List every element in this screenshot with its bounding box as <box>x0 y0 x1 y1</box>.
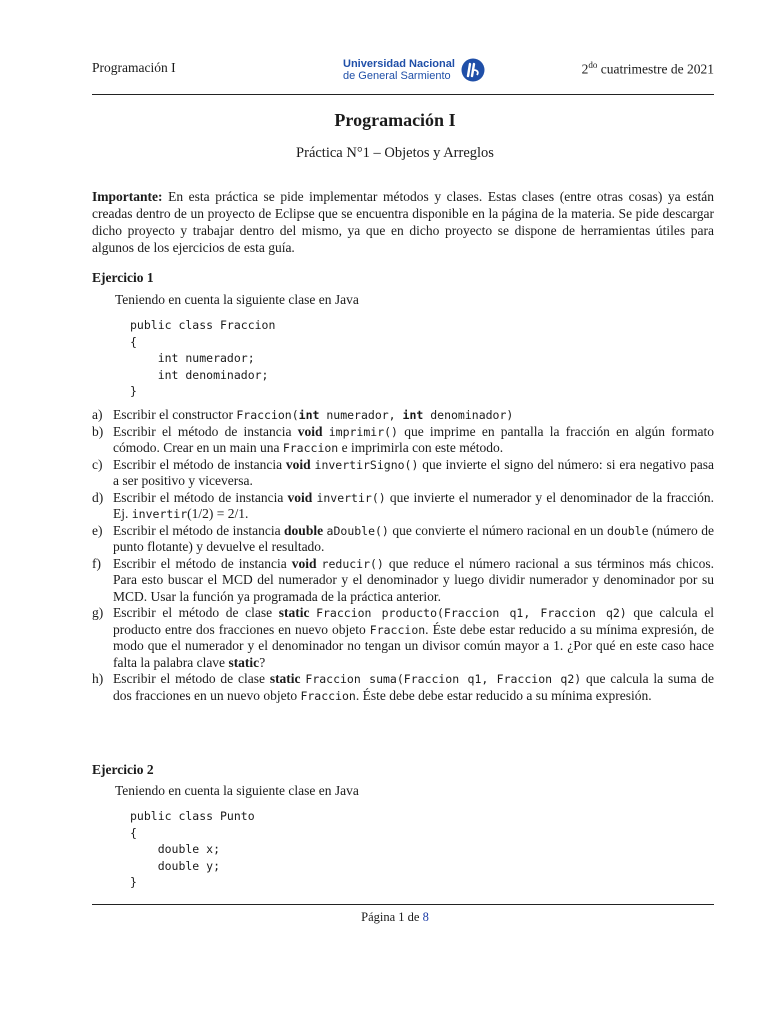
code-fragment: imprimir() <box>328 424 398 439</box>
item-label: g) <box>92 605 104 620</box>
item-label: h) <box>92 671 104 686</box>
exercise-1-intro: Teniendo en cuenta la siguiente clase en Java <box>115 292 359 307</box>
header-term-sup: do <box>588 60 598 70</box>
text-fragment: double <box>284 522 324 538</box>
text-fragment: Escribir el método de clase <box>113 605 279 620</box>
item-text <box>113 671 714 704</box>
text-fragment: (número de punto flotante) y devuelve el resultado. <box>113 522 714 554</box>
exercise-1-item <box>92 605 714 671</box>
code-fragment: Fraccion suma(Fraccion q1, Fraccion q2) <box>305 672 582 686</box>
code-fragment: invertir() <box>316 490 386 505</box>
exercise-1-code: public class Fraccion { int numerador; int denominador; } <box>130 318 276 398</box>
item-text <box>113 556 714 606</box>
university-logo <box>343 56 485 84</box>
text-fragment: void <box>297 423 323 439</box>
code-fragment: double <box>607 523 649 538</box>
text-fragment: que calcula la suma de dos fracciones en un nuevo objeto <box>113 671 714 703</box>
logo-line2: de General Sarmiento <box>343 70 451 82</box>
logo-line1: Universidad Nacional <box>343 58 455 70</box>
text-fragment: static <box>228 654 260 670</box>
page-footer <box>0 910 768 925</box>
item-text <box>113 407 714 424</box>
exercise-1-item <box>92 457 714 490</box>
important-label: Importante: <box>92 189 163 204</box>
text-fragment: que invierte el signo del número: si era negativo pasa a ser positivo y viceversa. <box>113 456 714 488</box>
code-fragment: Fraccion( <box>236 408 299 422</box>
page-title: Programación I <box>334 110 456 130</box>
exercise-1-item <box>92 523 714 556</box>
item-label: e) <box>92 522 103 538</box>
header-term <box>582 60 714 78</box>
footer-rule <box>92 904 714 905</box>
logo-emblem-icon <box>461 58 485 82</box>
code-fragment: Fraccion producto(Fraccion q1, Fraccion q2) <box>316 606 627 620</box>
item-text <box>113 490 714 523</box>
header-term-rest: cuatrimestre de 2021 <box>597 61 714 77</box>
text-fragment: . Éste debe estar reducido a su mínima expresión, de modo que el numerador y el denominador no tengan un divisor común mayor a 1. ¿Por qué en este caso hace falta la palabra clave <box>113 621 714 670</box>
important-text: En esta práctica se pide implementar métodos y clases. Estas clases (entre otras cosas) ya están creadas dentro de un proyecto de Eclipse que se encuentra disponible en la página de la materia. Se pide descargar dicho proyecto y trabajar dentro del mismo, ya que en dicho proyecto se dispone de herramientas útiles para algunos de los ejercicios de esta guía. <box>92 189 714 255</box>
code-fragment: Fraccion <box>300 688 356 703</box>
text-fragment: static <box>278 605 310 620</box>
text-fragment: (1/2) = 2/1. <box>187 506 249 521</box>
total-pages-link[interactable]: 8 <box>422 910 429 924</box>
exercise-1-item <box>92 556 714 606</box>
code-fragment: invertir <box>131 507 188 521</box>
exercise-1-heading: Ejercicio 1 <box>92 270 154 285</box>
text-fragment: Escribir el método de instancia <box>113 522 285 538</box>
text-fragment: void <box>287 489 313 505</box>
code-fragment: denominador) <box>423 408 514 422</box>
item-label: b) <box>92 423 104 439</box>
code-fragment: reducir() <box>321 556 384 571</box>
exercise-2-code: public class Punto { double x; double y; } <box>130 809 255 889</box>
text-fragment: Escribir el método de instancia <box>113 456 286 472</box>
item-text <box>113 424 714 457</box>
text-fragment: que imprime en pantalla la fracción en algún formato cómodo. Crear en un main una <box>113 423 715 455</box>
code-fragment: invertirSigno() <box>314 457 419 472</box>
item-text <box>113 523 714 556</box>
text-fragment: . Éste debe debe estar reducido a su mínima expresión. <box>355 687 652 703</box>
exercise-1-item <box>92 407 714 424</box>
text-fragment: void <box>291 555 317 571</box>
text-fragment: e imprimirla con este método. <box>338 440 504 455</box>
text-fragment: que reduce el número racional a sus términos más chicos. Para esto buscar el MCD del numerador y el denominador y luego dividir numerador y denominador por su MCD. Usar la función ya programada de la práctica anterior. <box>113 555 714 604</box>
exercise-1-items <box>92 407 714 704</box>
page-header <box>92 56 714 86</box>
code-fragment: Fraccion <box>282 441 339 455</box>
page-subtitle: Práctica N°1 – Objetos y Arreglos <box>296 145 494 161</box>
exercise-1-item <box>92 490 714 523</box>
item-label: a) <box>92 407 103 422</box>
exercise-2-heading: Ejercicio 2 <box>92 762 154 777</box>
header-term-ordinal: 2 <box>581 61 589 77</box>
text-fragment: Escribir el método de clase <box>113 671 270 686</box>
item-label: c) <box>92 456 103 472</box>
text-fragment: void <box>285 456 311 472</box>
code-fragment: Fraccion <box>369 622 426 637</box>
header-course: Programación I <box>92 60 176 75</box>
text-fragment: que convierte el número racional en un <box>388 522 608 538</box>
code-fragment: numerador, <box>319 408 403 422</box>
exercise-2-intro: Teniendo en cuenta la siguiente clase en Java <box>115 783 359 798</box>
text-fragment: Escribir el método de instancia <box>113 555 292 571</box>
text-fragment: que calcula el producto entre dos fracciones en nuevo objeto <box>113 605 714 637</box>
text-fragment: static <box>269 671 301 686</box>
text-fragment: que invierte el numerador y el denominador de la fracción. Ej. <box>113 489 715 521</box>
text-fragment: Escribir el método de instancia <box>113 423 298 439</box>
text-fragment: ? <box>259 654 266 670</box>
item-text <box>113 605 714 671</box>
code-fragment: aDouble() <box>326 523 389 538</box>
item-label: d) <box>92 489 104 505</box>
code-fragment: int <box>402 408 424 422</box>
header-rule <box>92 94 714 95</box>
item-text <box>113 457 714 490</box>
exercise-1-item <box>92 424 714 457</box>
important-note <box>92 188 714 256</box>
text-fragment: Escribir el método de instancia <box>113 489 288 505</box>
code-fragment: int <box>298 408 320 422</box>
text-fragment: Escribir el constructor <box>113 407 237 422</box>
footer-prefix: Página 1 de <box>361 910 423 924</box>
item-label: f) <box>92 555 101 571</box>
exercise-1-item <box>92 671 714 704</box>
